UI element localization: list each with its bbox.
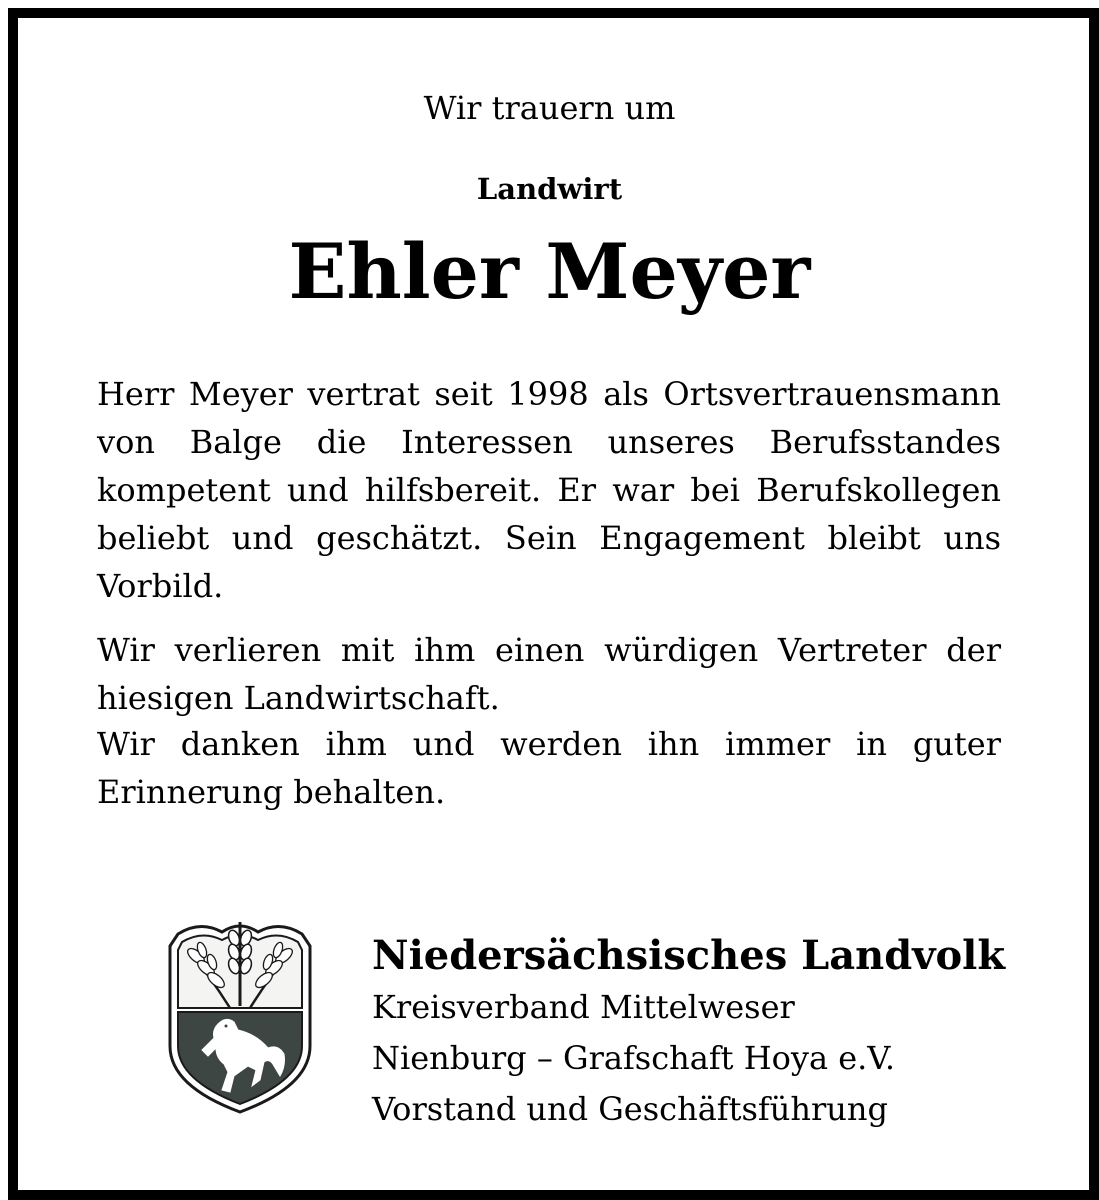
organization-name: Niedersächsisches Landvolk <box>372 932 1006 979</box>
coat-of-arms-horse-wheat-icon <box>160 916 320 1116</box>
profession-label: Landwirt <box>476 172 623 206</box>
paragraph-thanks <box>97 720 1001 816</box>
deceased-name: Ehler Meyer <box>288 227 811 316</box>
paragraph-tribute <box>97 370 1001 610</box>
organization-board: Vorstand und Geschäftsführung <box>372 1090 888 1128</box>
paragraph-thanks-text: Wir danken ihm und werden ihn immer in guter Erinnerung behalten. <box>97 725 1001 811</box>
paragraph-tribute-text: Herr Meyer vertrat seit 1998 als Ortsvertrauensmann von Balge die Interessen unseres Berufsstandes kompetent und hilfsbereit. Er war bei Berufskollegen beliebt und geschätzt. Sein Engagement bleibt uns Vorbild. <box>97 375 1001 605</box>
intro-text: Wir trauern um <box>423 89 676 127</box>
organization-district: Kreisverband Mittelweser <box>372 988 795 1026</box>
paragraph-loss <box>97 626 1001 722</box>
paragraph-loss-text: Wir verlieren mit ihm einen würdigen Vertreter der hiesigen Landwirtschaft. <box>97 631 1001 717</box>
organization-block <box>372 930 1052 1135</box>
organization-region: Nienburg – Grafschaft Hoya e.V. <box>372 1039 895 1077</box>
